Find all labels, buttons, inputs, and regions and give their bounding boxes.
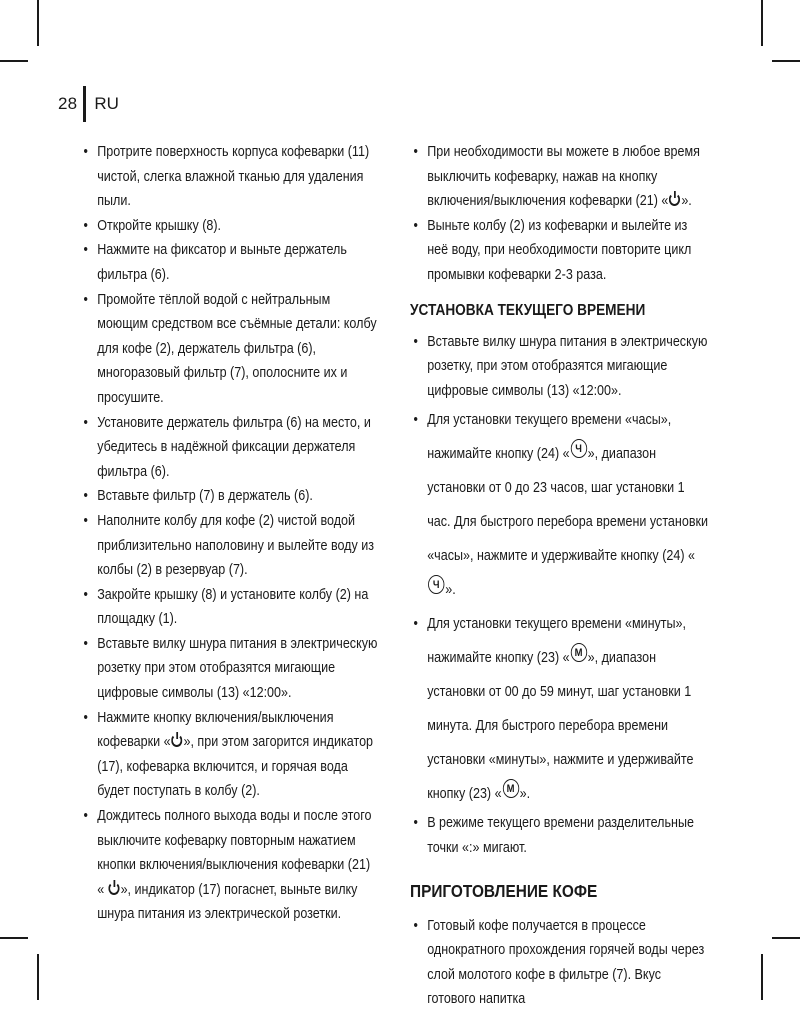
left-column xyxy=(80,140,380,927)
page-number: 28 xyxy=(58,94,78,113)
section-title-coffee: ПРИГОТОВЛЕНИЕ КОФЕ xyxy=(410,880,598,901)
list-item xyxy=(410,140,711,214)
power-icon xyxy=(109,882,120,895)
list-item: • Промойте тёплой водой с нейтральным моющим средством все съёмные детали: колбу для кофе (2), держатель фильтра (6), многоразовый фильтр (7), ополосните их и просушите. xyxy=(80,288,379,411)
list-item xyxy=(410,403,711,607)
minute-button-icon: М xyxy=(570,643,586,662)
crop-mark xyxy=(761,954,763,1000)
text: Нажмите кнопку включения/выключения кофеварки « xyxy=(97,709,334,751)
list-item: • В режиме текущего времени разделительные точки «:» мигают. xyxy=(410,811,711,860)
time-steps-list xyxy=(410,330,712,861)
list-item: • Вставьте вилку шнура питания в электрическую розетку при этом отобразятся мигающие цифровые символы (13) «12:00». xyxy=(80,632,379,706)
crop-mark xyxy=(772,60,800,62)
cleaning-steps-list xyxy=(80,140,380,927)
list-item: • Готовый кофе получается в процессе однократного прохождения горячей воды через слой молотого кофе в фильтре (7). Вкус готового напитка xyxy=(410,914,711,1012)
crop-mark xyxy=(37,954,39,1000)
crop-mark xyxy=(761,0,763,46)
list-item: • Протрите поверхность корпуса кофеварки (11) чистой, слегка влажной тканью для удаления пыли. xyxy=(80,140,379,214)
power-icon xyxy=(669,193,680,206)
crop-mark xyxy=(0,60,28,62)
list-item: • Наполните колбу для кофе (2) чистой водой приблизительно наполовину и вылейте воду из колбы (2) в резервуар (7). xyxy=(80,509,379,583)
text: ». xyxy=(519,786,531,803)
minute-button-icon: М xyxy=(502,779,518,798)
text: Для установки текущего времени «минуты», нажимайте кнопку (23) « xyxy=(427,616,687,667)
text: ». xyxy=(681,193,692,210)
text: », при этом загорится индикатор (17), кофеварка включится, и горячая вода будет поступать в колбу (2). xyxy=(97,734,374,800)
power-icon xyxy=(171,734,182,747)
rinse-steps-list xyxy=(410,140,712,288)
list-item: • Вставьте вилку шнура питания в электрическую розетку, при этом отобразятся мигающие цифровые символы (13) «12:00». xyxy=(410,330,711,404)
text: Для установки текущего времени «часы», нажимайте кнопку (24) « xyxy=(427,412,672,463)
text: При необходимости вы можете в любое время выключить кофеварку, нажав на кнопку включения/выключения кофеварки (21) « xyxy=(427,144,700,210)
list-item: • Откройте крышку (8). xyxy=(80,214,379,239)
text: Дождитесь полного выхода воды и после этого выключите кофеварку повторным нажатием кнопки включения/выключения кофеварки (21) « xyxy=(97,808,372,898)
list-item xyxy=(410,607,711,811)
page-header xyxy=(58,86,119,122)
list-item: • Вставьте фильтр (7) в держатель (6). xyxy=(80,484,379,509)
text: », индикатор (17) погаснет, выньте вилку шнура питания из электрической розетки. xyxy=(97,881,358,923)
text: ». xyxy=(445,582,456,599)
hour-button-icon: Ч xyxy=(570,439,586,458)
list-item: • Нажмите на фиксатор и выньте держатель фильтра (6). xyxy=(80,238,379,287)
coffee-steps-list xyxy=(410,914,712,1012)
list-item xyxy=(80,706,379,804)
section-title-time: УСТАНОВКА ТЕКУЩЕГО ВРЕМЕНИ xyxy=(410,301,646,319)
crop-mark xyxy=(0,937,28,939)
hour-button-icon: Ч xyxy=(428,575,444,594)
list-item: • Выньте колбу (2) из кофеварки и вылейте из неё воду, при необходимости повторите цикл промывки кофеварки 2-3 раза. xyxy=(410,214,711,288)
header-divider xyxy=(83,86,86,122)
list-item: • Закройте крышку (8) и установите колбу (2) на площадку (1). xyxy=(80,583,379,632)
list-item xyxy=(80,804,379,927)
language-code: RU xyxy=(94,94,119,113)
crop-mark xyxy=(772,937,800,939)
right-column xyxy=(410,140,712,1012)
text: », диапазон установки от 00 до 59 минут, шаг установки 1 минута. Для быстрого перебора времени установки «минуты», нажмите и удерживайте кнопку (23) « xyxy=(427,650,694,803)
text: », диапазон установки от 0 до 23 часов, шаг установки 1 час. Для быстрого перебора времени установки «часы», нажмите и удерживайте кнопку (24) « xyxy=(427,446,708,565)
list-item: • Установите держатель фильтра (6) на место, и убедитесь в надёжной фиксации держателя фильтра (6). xyxy=(80,411,379,485)
crop-mark xyxy=(37,0,39,46)
